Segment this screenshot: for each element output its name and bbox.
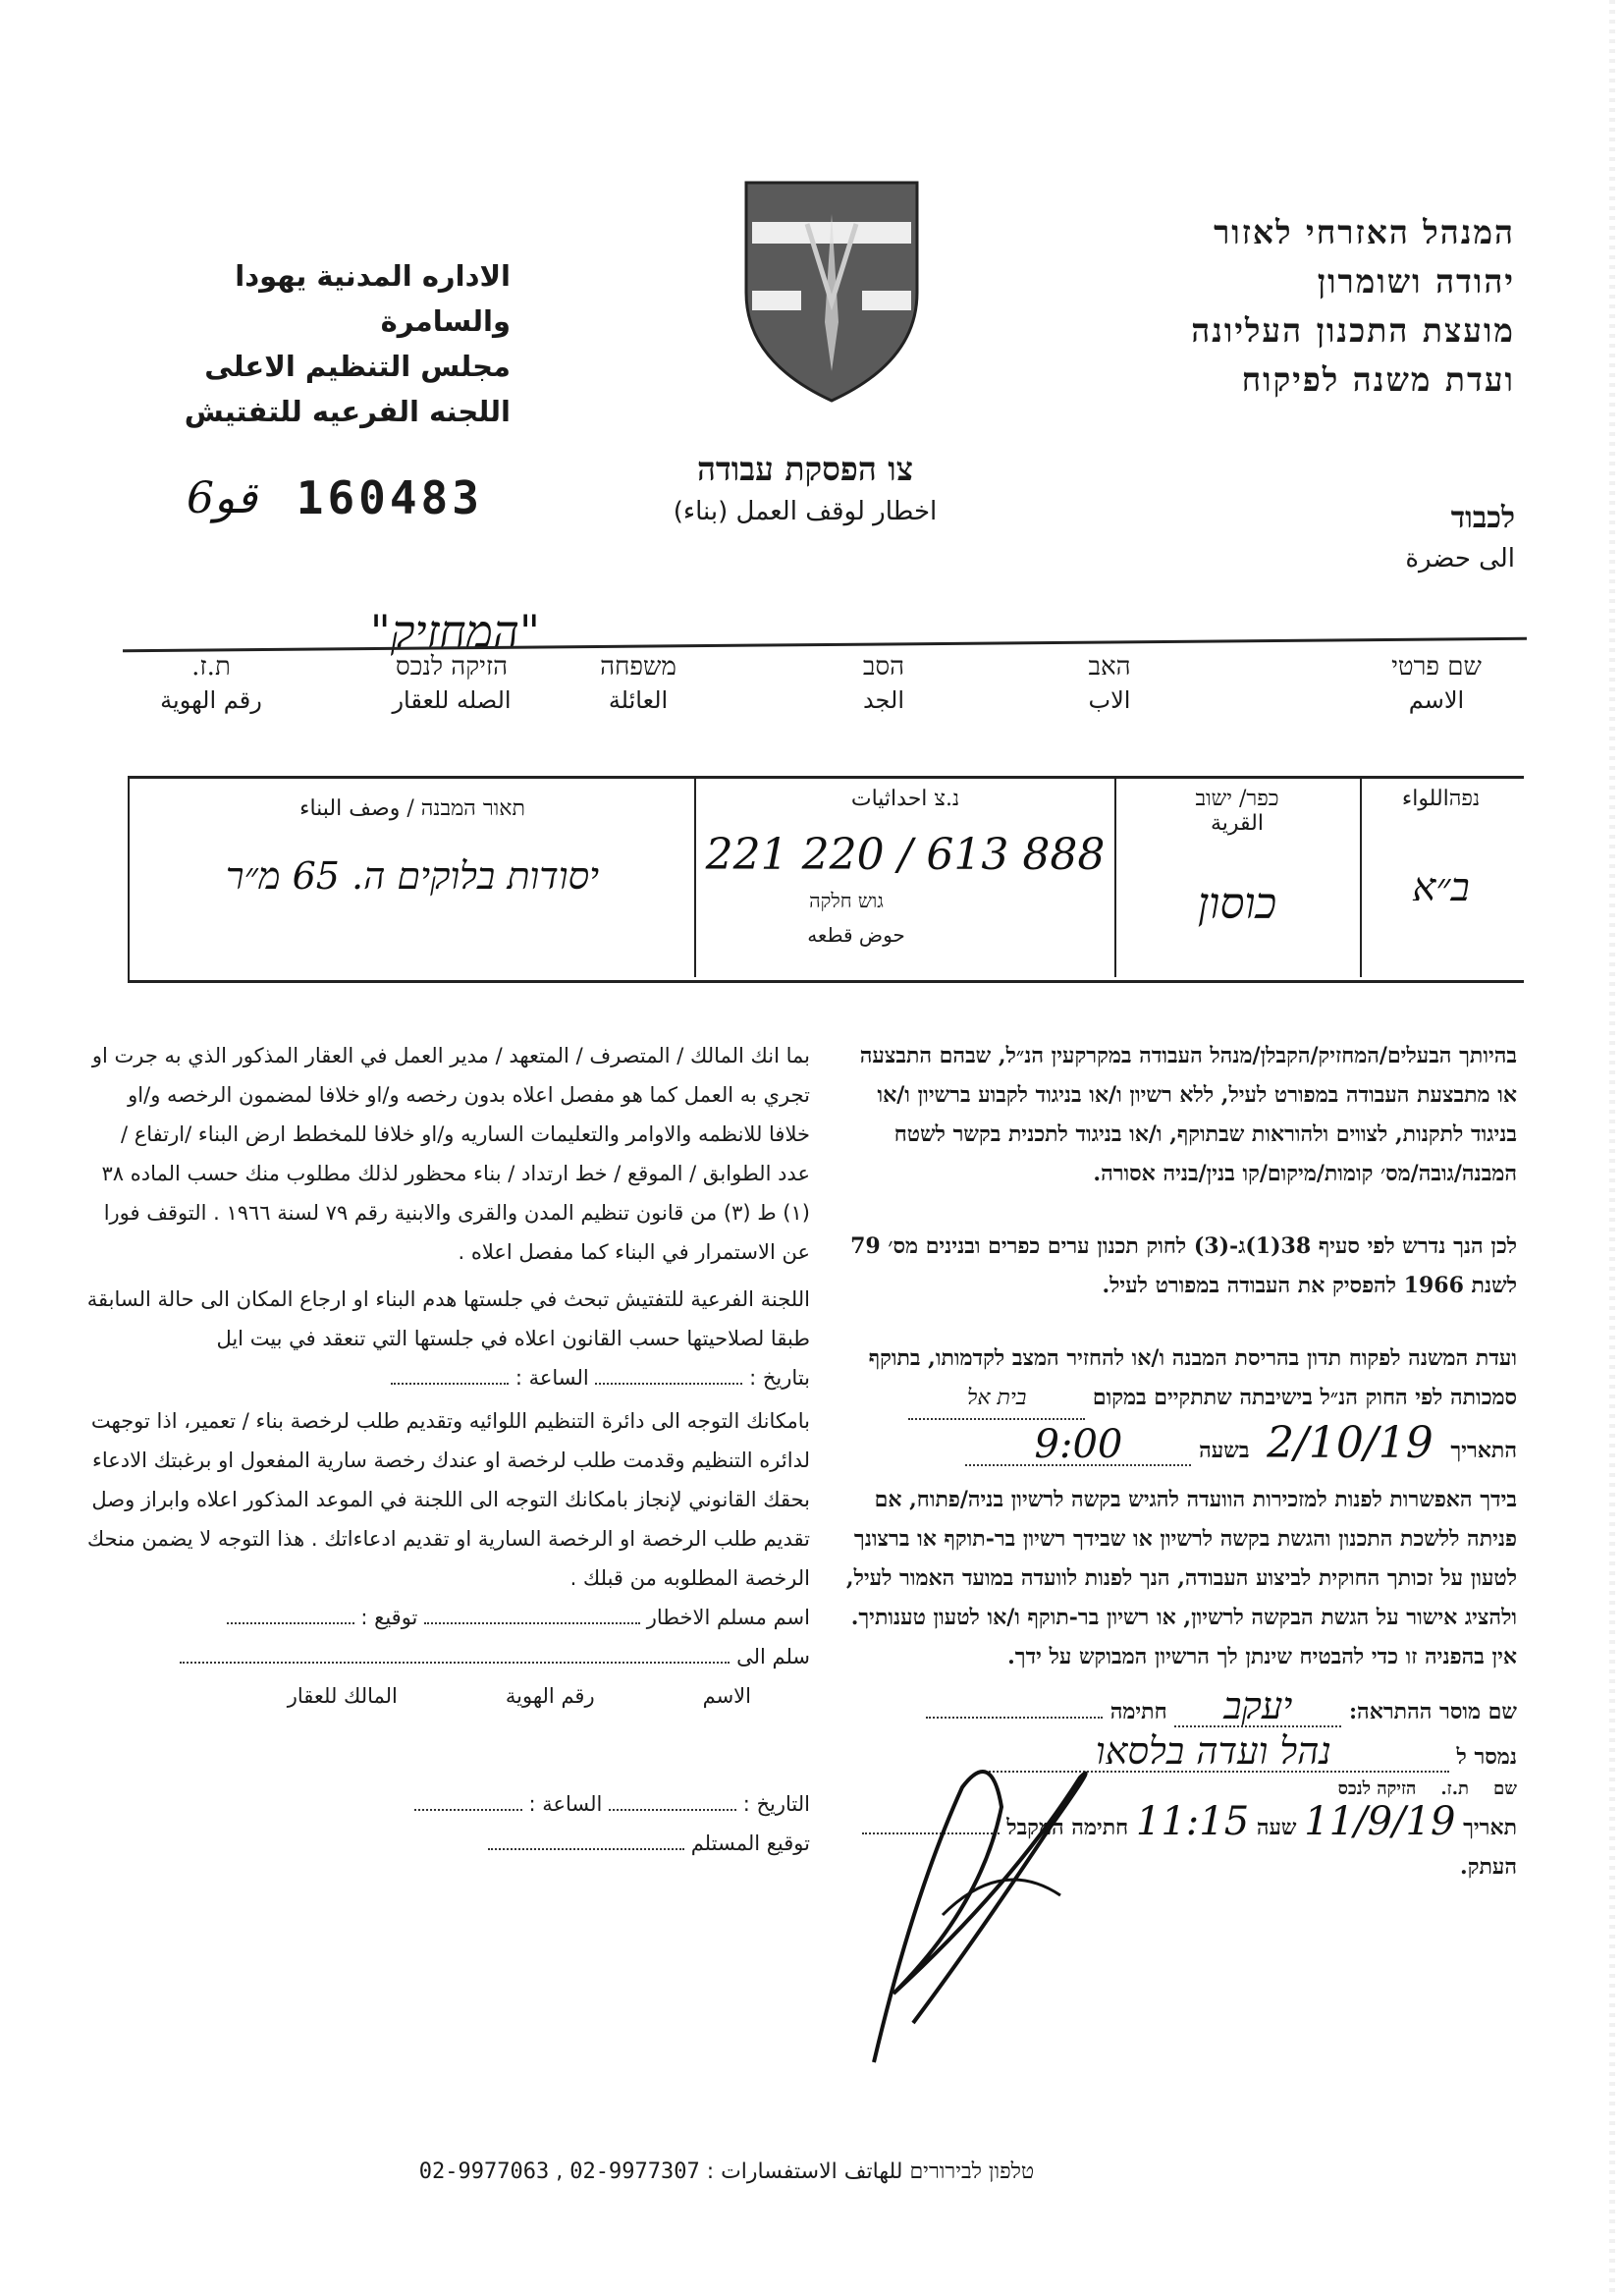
delivery-date-label: תאריך: [1463, 1815, 1517, 1840]
field-label-he: ת.ז.: [191, 652, 231, 682]
field-label-he: האב: [1088, 652, 1131, 682]
scan-edge-artifact: [1609, 0, 1615, 2296]
arabic-hour-field: [391, 1383, 509, 1385]
field-label-ar: الجد: [862, 686, 905, 714]
date-label: התאריך: [1450, 1438, 1517, 1463]
meeting-place-field: בית אל: [908, 1379, 1085, 1420]
arabic-date2-line: [83, 1784, 810, 1824]
hour-value: 9:00: [965, 1425, 1191, 1466]
field-family: [569, 650, 707, 717]
hebrew-authority-line: המנהל האזרחי לאזור: [1214, 213, 1515, 251]
footer-label-he: טלפון לבירורים: [909, 2159, 1035, 2184]
signature-label: חתימה: [1109, 1699, 1167, 1724]
hebrew-para-3-text: ועדת המשנה לפקוח תדון בהריסת המבנה ו/או להחזיר המצב לקדמותו, בתוקף סמכותה לפי החוק הנ״ל בישיבתה שתתקיים במקום: [868, 1345, 1517, 1410]
arabic-receiver-sig-label: توقيع المستلم: [690, 1831, 810, 1855]
arabic-signature-field: [227, 1622, 354, 1624]
footer-phone-1: 02-9977063: [418, 2159, 550, 2184]
arabic-id-sublabel: رقم الهوية: [505, 1684, 595, 1708]
footer-phone-2: 02-9977307: [569, 2159, 700, 2184]
hebrew-authority-line: ועדת משנה לפיקוח: [1241, 360, 1515, 399]
arabic-authority-line: مجلس التنظيم الاعلى: [204, 350, 511, 383]
field-label-ar: الاب: [1088, 686, 1131, 714]
arabic-para-3: بامكانك التوجه الى دائرة التنظيم اللوائيه وتقديم طلب لرخصة بناء / تعمير، اذا توجهت لدائره التنظيم وقدمت طلب لرخصة او عندك رخصة سارية المفعول او برغبتك الادعاء بحقك القانوني لإنجاز بامكانك التوجه الى اللجنة في الموعد المذكور اعلاه وابراز وصل تقديم طلب الرخصة او الرخصة السارية او تقديم ادعاءاتك . هذا التوجه لا يضمن منحك الرخصة المطلوبه من قبلك .: [86, 1409, 810, 1590]
deliverer-line: [839, 1686, 1517, 1731]
id-sublabel: ת.ז.: [1440, 1778, 1469, 1799]
delivery-hour-label: שעה: [1256, 1815, 1297, 1840]
hebrew-para-1: בהיותך הבעלים/המחזיק/הקבלן/מנהל העבודה במקרקעין הנ״ל, שבהם התבצעה או מתבצעת העבודה במפורט לעיל, ללא רשיון ו/או בניגוד לקבוע ברשיון ו/או בניגוד לתקנות, לצווים ולהוראות שבתוקף, ו/או בניגוד לתכנית בקשר לשטח המבנה/גובה/מס׳ קומות/מיקום/קו בנין/בניה אסורה.: [859, 1043, 1517, 1186]
field-grandfather: [815, 650, 952, 717]
header-he: נ.צ: [934, 787, 960, 811]
arabic-receiver-sig-field: [488, 1848, 684, 1850]
field-label-ar: الاسم: [1408, 686, 1465, 714]
deliverer-label: שם מוסר ההתראה:: [1348, 1699, 1517, 1724]
holder-handwritten: "המחזיק": [369, 605, 540, 658]
field-label-ar: العائلة: [608, 686, 669, 714]
serial-handwritten-prefix: قو6: [187, 472, 257, 523]
delivered-to-label: נמסר ל: [1456, 1744, 1517, 1770]
notice-receiver-field: [424, 1622, 640, 1624]
hour-label: בשעה: [1199, 1438, 1250, 1463]
arabic-date2-label: التاريخ :: [742, 1792, 810, 1816]
table-value-district: ב״א: [1412, 865, 1470, 910]
arabic-date-field: [595, 1383, 742, 1385]
table-header-description: תאור המבנה / وصف البناء: [299, 796, 525, 821]
arabic-delivered-to-label: سلم الى: [736, 1645, 810, 1668]
field-id-number: [128, 650, 295, 717]
date-value: 2/10/19: [1267, 1418, 1434, 1468]
table-header-district: [1365, 786, 1517, 811]
header-he: כפר/ ישוב: [1195, 787, 1279, 811]
shield-emblem-icon: [738, 175, 925, 406]
field-label-he: הסב: [862, 652, 905, 682]
delivery-hour-value: 11:15: [1135, 1799, 1250, 1844]
arabic-receiver-sig-line: [83, 1824, 810, 1863]
arabic-para-1: بما انك المالك / المتصرف / المتعهد / مدير العمل في العقار المذكور الذي به جرت او تجري به العمل كما هو مفصل اعلاه بدون رخصه و/او خلافا لمضمون الرخصه و/او خلافا للانظمه والاوامر والتعليمات الساريه و/او خلافا للمخطط ارض البناء /ارتفاع / عدد الطوابق / الموقع / خط ارتداد / بناء محظور لذلك مطلوب منك حسب الماده ٣٨ (١) ط (٣) من قانون تنظيم المدن والقرى والابنية رقم ٧٩ لسنة ١٩٦٦ . التوقف فورا عن الاستمرار في البناء كما مفصل اعلاه .: [91, 1044, 810, 1264]
table-header-coordinates: [699, 786, 1111, 811]
field-label-he: שם פרטי: [1391, 652, 1482, 682]
table-divider: [1360, 776, 1362, 977]
hebrew-authority-line: מועצת התכנון העליונה: [1191, 311, 1515, 350]
arabic-owner-sublabel: المالك للعقار: [287, 1684, 398, 1708]
table-sub-block-parcel-ar: حوض قطعه: [807, 923, 905, 947]
title-arabic: اخطار لوقف العمل (بناء): [673, 497, 938, 526]
arabic-hour2-field: [414, 1809, 522, 1811]
hebrew-para-5: אין בהפניה זו כדי להבטיח שינתן לך הרשיון המבוקש על ידך.: [1007, 1644, 1517, 1669]
header-he: תאור המבנה: [420, 796, 525, 821]
header-ar: اللواء: [1401, 787, 1449, 811]
arabic-hour-label: الساعة :: [514, 1366, 589, 1390]
arabic-hour2-label: الساعة :: [528, 1792, 603, 1816]
arabic-authority-line: اللجنه الفرعيه للتفتيش: [184, 395, 511, 428]
copy-label: העתק.: [1460, 1854, 1517, 1880]
hebrew-authority-line: יהודה ושומרון: [1317, 262, 1515, 301]
footer-contact: טלפון לבירורים للهاتف الاستفسارات : 02-9977063 , 02-9977307: [418, 2159, 1035, 2184]
serial-number-block: [187, 471, 483, 524]
name-sublabel: שם: [1493, 1778, 1517, 1799]
header-he: נפה: [1448, 787, 1481, 811]
serial-number: 160483: [296, 471, 483, 524]
table-value-coordinates: 221 220 / 613 888: [705, 830, 1106, 880]
arabic-signature-label: توقيع :: [360, 1606, 418, 1629]
field-label-ar: الصله للعقار: [392, 686, 512, 714]
table-value-village: כוסון: [1197, 879, 1277, 929]
title-hebrew: צו הפסקת עבודה: [696, 450, 914, 488]
arabic-date-line: [83, 1358, 810, 1397]
recipient-label-hebrew: לכבוד: [1450, 501, 1515, 535]
footer-label-ar: للهاتف الاستفسارات :: [706, 2159, 903, 2184]
receiver-signature-label: חתימה המקבל: [1006, 1815, 1129, 1840]
hebrew-para-4: בידך האפשרות לפנות למזכירות הוועדה להגיש בקשה לרשיון בניה/פתוח, אם פניתה ללשכת התכנון והגשת בקשה לרשיון או שבידך רשיון בר-תוקף או ברצונך לטעון על זכותך החוקית לביצוע העבודה, הנך לפנות לוועדה במועד האמור לעיל, ולהציג אישור על הגשת הבקשה לרשיון, או רשיון בר-תוקף ו/או לטעון טענותיך.: [845, 1487, 1517, 1630]
deliverer-value: יעקב: [1174, 1686, 1341, 1727]
signature-field: [926, 1717, 1103, 1719]
arabic-authority-header: [137, 253, 511, 434]
table-divider: [1114, 776, 1116, 977]
hebrew-para-2: לכן הנך נדרש לפי סעיף 38(1)ג-(3) לחוק תכנון ערים כפרים ובנינים מס׳ 79 לשנת 1966 להפסיק את העבודה במפורט לעיל.: [850, 1233, 1517, 1298]
arabic-date-label: بتاريخ :: [749, 1366, 810, 1390]
table-header-village: [1119, 786, 1355, 836]
delivered-to-line-ar: [83, 1637, 810, 1676]
arabic-delivered-to-field: [180, 1662, 730, 1664]
header-ar: احداثيات: [850, 787, 928, 811]
notice-receiver-label: اسم مسلم الاخطار: [646, 1606, 810, 1629]
notice-receiver-line: [83, 1598, 810, 1637]
recipient-label-arabic: الى حضرة: [1405, 544, 1515, 574]
hebrew-para-3: [839, 1339, 1517, 1420]
arabic-delivered-sublabels: [83, 1676, 810, 1716]
field-label-he: משפחה: [600, 652, 676, 682]
relation-sublabel: הזיקה לנכס: [1337, 1778, 1417, 1799]
delivery-date-value: 11/9/19: [1304, 1799, 1456, 1844]
table-divider: [694, 776, 696, 977]
signature-scribble-icon: [854, 1748, 1109, 2072]
header-ar: وصف البناء: [299, 796, 401, 821]
field-first-name: [1358, 650, 1515, 717]
arabic-name-sublabel: الاسم: [702, 1684, 751, 1708]
table-sub-block-parcel-he: גוש חלקה: [809, 889, 884, 912]
arabic-authority-line: والسامرة: [380, 304, 511, 338]
hebrew-date-line: [839, 1418, 1517, 1470]
field-relation-to-property: [363, 650, 540, 717]
delivered-to-value: נהל ועדה בלסאו: [978, 1731, 1449, 1773]
arabic-body: [83, 1036, 810, 1863]
field-label-ar: رقم الهوية: [160, 686, 262, 714]
field-label-he: הזיקה לנכס: [395, 652, 509, 682]
table-value-description: יסודות בלוקים ה. 65 מ״ר: [225, 854, 600, 898]
header-ar: القرية: [1210, 811, 1264, 836]
arabic-para-2: اللجنة الفرعية للتفتيش تبحث في جلستها هدم البناء او ارجاع المكان الى حالة السابقة طبقا لصلاحيتها حسب القانون اعلاه في جلستها التي تنعقد في بيت ايل: [86, 1287, 810, 1350]
arabic-date2-field: [609, 1809, 736, 1811]
field-father: [1041, 650, 1178, 717]
hebrew-authority-header: [1004, 208, 1515, 405]
arabic-authority-line: الاداره المدنية يهودا: [235, 259, 511, 293]
